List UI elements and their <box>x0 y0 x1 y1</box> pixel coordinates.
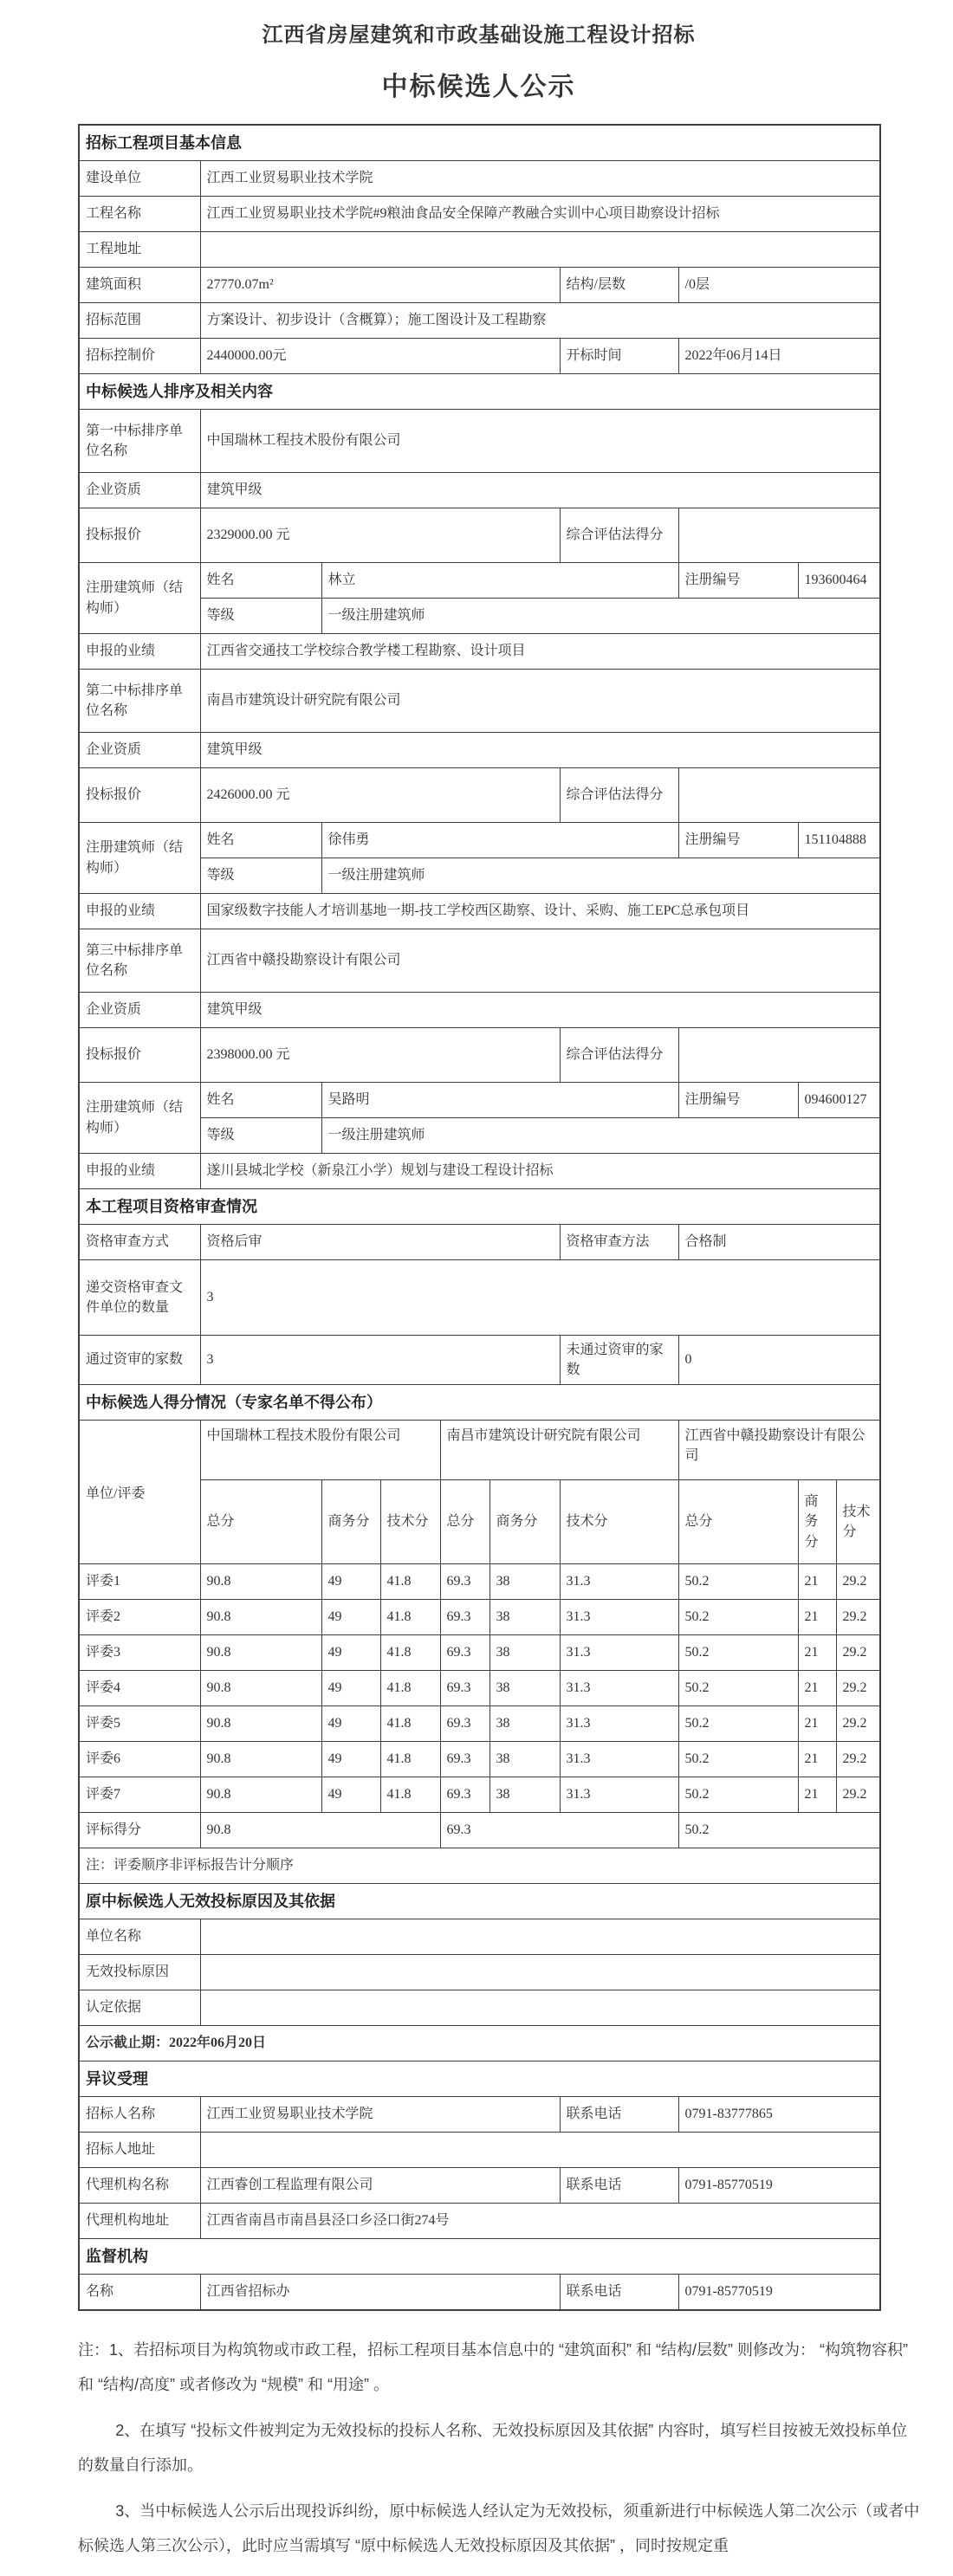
candidate3-architect-name: 吴路明 <box>321 1083 678 1118</box>
section-supervision: 监督机构 <box>79 2239 880 2275</box>
tenderer-name-value: 江西工业贸易职业技术学院 <box>200 2097 560 2133</box>
score-value: 90.8 <box>200 1706 321 1742</box>
passed-count-value: 3 <box>200 1336 560 1385</box>
section-ranking: 中标候选人排序及相关内容 <box>79 374 880 410</box>
score-value: 31.3 <box>560 1671 678 1706</box>
score-header-total-1: 总分 <box>200 1480 321 1564</box>
score-value: 69.3 <box>440 1742 489 1777</box>
submitted-count-label: 递交资格审查文件单位的数量 <box>79 1260 200 1336</box>
score-value: 49 <box>321 1564 380 1600</box>
candidate2-architect-label: 注册建筑师（结构师） <box>79 823 200 894</box>
score-value: 49 <box>321 1635 380 1671</box>
score-value: 90.8 <box>200 1635 321 1671</box>
score-header-business-3: 商务分 <box>798 1480 836 1564</box>
score-header-technical-2: 技术分 <box>560 1480 678 1564</box>
section-qualification-review: 本工程项目资格审查情况 <box>79 1189 880 1225</box>
score-corner-label: 单位/评委 <box>79 1421 200 1564</box>
score-value: 38 <box>489 1706 560 1742</box>
score-value: 69.3 <box>440 1600 489 1635</box>
candidate1-bid: 2329000.00 元 <box>200 508 560 563</box>
candidate1-eval-score <box>678 508 880 563</box>
score-value: 38 <box>489 1564 560 1600</box>
score-header-business-2: 商务分 <box>489 1480 560 1564</box>
score-value: 50.2 <box>678 1600 798 1635</box>
agency-address-value: 江西省南昌市南昌县泾口乡泾口街274号 <box>200 2204 880 2239</box>
score-value: 29.2 <box>836 1777 880 1813</box>
judge-label: 评委7 <box>79 1777 200 1813</box>
score-value: 29.2 <box>836 1742 880 1777</box>
candidate3-level-label: 等级 <box>200 1118 321 1154</box>
candidate2-level-label: 等级 <box>200 858 321 894</box>
candidate1-level-label: 等级 <box>200 599 321 634</box>
candidate2-architect-name: 徐伟勇 <box>321 823 678 858</box>
submitted-count-value: 3 <box>200 1260 880 1336</box>
candidate2-level: 一级注册建筑师 <box>321 858 880 894</box>
score-value: 21 <box>798 1777 836 1813</box>
candidate1-eval-score-label: 综合评估法得分 <box>560 508 678 563</box>
invalid-unit-value <box>200 1919 880 1955</box>
candidate1-achievement-label: 申报的业绩 <box>79 634 200 670</box>
review-method-label: 资格审查方式 <box>79 1225 200 1260</box>
candidate1-architect-label: 注册建筑师（结构师） <box>79 563 200 634</box>
score-row <box>79 1706 880 1742</box>
candidate3-qualification-label: 企业资质 <box>79 993 200 1028</box>
judge-label: 评委5 <box>79 1706 200 1742</box>
score-value: 49 <box>321 1600 380 1635</box>
score-value: 41.8 <box>380 1671 440 1706</box>
score-value: 38 <box>489 1777 560 1813</box>
project-address-value <box>200 232 880 268</box>
section-invalid-bid: 原中标候选人无效投标原因及其依据 <box>79 1884 880 1919</box>
score-value: 31.3 <box>560 1742 678 1777</box>
score-header-total-2: 总分 <box>440 1480 489 1564</box>
candidate3-reg-no-label: 注册编号 <box>678 1083 798 1118</box>
invalid-reason-value <box>200 1955 880 1990</box>
score-value: 41.8 <box>380 1777 440 1813</box>
candidate1-reg-no-label: 注册编号 <box>678 563 798 599</box>
candidate3-architect-label: 注册建筑师（结构师） <box>79 1083 200 1154</box>
score-value: 21 <box>798 1742 836 1777</box>
candidate2-rank-label: 第二中标排序单位名称 <box>79 670 200 733</box>
score-value: 29.2 <box>836 1671 880 1706</box>
supervision-name-label: 名称 <box>79 2275 200 2311</box>
candidate2-name: 南昌市建筑设计研究院有限公司 <box>200 670 880 733</box>
final-score-company-3: 50.2 <box>678 1813 880 1848</box>
passed-count-label: 通过资审的家数 <box>79 1336 200 1385</box>
tender-scope-value: 方案设计、初步设计（含概算）；施工图设计及工程勘察 <box>200 303 880 339</box>
agency-phone-value: 0791-85770519 <box>678 2168 880 2204</box>
invalid-basis-label: 认定依据 <box>79 1990 200 2026</box>
score-value: 31.3 <box>560 1706 678 1742</box>
score-header-total-3: 总分 <box>678 1480 798 1564</box>
candidate3-rank-label: 第三中标排序单位名称 <box>79 929 200 993</box>
candidate3-bid-label: 投标报价 <box>79 1028 200 1083</box>
agency-name-label: 代理机构名称 <box>79 2168 200 2204</box>
score-value: 50.2 <box>678 1635 798 1671</box>
score-row <box>79 1635 880 1671</box>
judge-label: 评委3 <box>79 1635 200 1671</box>
footnote-2: 2、在填写 “投标文件被判定为无效投标的投标人名称、无效投标原因及其依据” 内容时，填写栏目按被无效投标单位的数量自行添加。 <box>78 2422 908 2474</box>
candidate2-bid: 2426000.00 元 <box>200 768 560 823</box>
supervision-phone-value: 0791-85770519 <box>678 2275 880 2311</box>
agency-name-value: 江西睿创工程监理有限公司 <box>200 2168 560 2204</box>
score-note: 注：评委顺序非评标报告计分顺序 <box>79 1848 880 1884</box>
score-value: 41.8 <box>380 1600 440 1635</box>
agency-address-label: 代理机构地址 <box>79 2204 200 2239</box>
page-subtitle: 中标候选人公示 <box>381 73 576 101</box>
score-header-business-1: 商务分 <box>321 1480 380 1564</box>
judge-label: 评委4 <box>79 1671 200 1706</box>
score-value: 50.2 <box>678 1564 798 1600</box>
score-value: 41.8 <box>380 1706 440 1742</box>
candidate1-name: 中国瑞林工程技术股份有限公司 <box>200 410 880 473</box>
candidate1-achievement: 江西省交通技工学校综合教学楼工程勘察、设计项目 <box>200 634 880 670</box>
score-row <box>79 1777 880 1813</box>
score-value: 38 <box>489 1742 560 1777</box>
tenderer-phone-value: 0791-83777865 <box>678 2097 880 2133</box>
section-scores: 中标候选人得分情况（专家名单不得公布） <box>79 1385 880 1421</box>
candidate3-eval-score-label: 综合评估法得分 <box>560 1028 678 1083</box>
score-company-3: 江西省中赣投勘察设计有限公司 <box>678 1421 880 1480</box>
tender-scope-label: 招标范围 <box>79 303 200 339</box>
score-value: 49 <box>321 1742 380 1777</box>
candidate3-bid: 2398000.00 元 <box>200 1028 560 1083</box>
score-row <box>79 1742 880 1777</box>
tenderer-address-label: 招标人地址 <box>79 2133 200 2168</box>
footnote-1: 注：1、若招标项目为构筑物或市政工程，招标工程项目基本信息中的 “建筑面积” 和 “结构/层数” 则修改为： “构筑物容积” 和 “结构/高度” 或者修改为 “规模” 和 “用途” 。 <box>78 2341 908 2393</box>
candidate3-qualification: 建筑甲级 <box>200 993 880 1028</box>
candidate2-architect-name-label: 姓名 <box>200 823 321 858</box>
final-score-label: 评标得分 <box>79 1813 200 1848</box>
score-value: 90.8 <box>200 1600 321 1635</box>
candidate2-eval-score <box>678 768 880 823</box>
candidate2-bid-label: 投标报价 <box>79 768 200 823</box>
candidate1-rank-label: 第一中标排序单位名称 <box>79 410 200 473</box>
announcement-table <box>78 124 881 2311</box>
score-value: 69.3 <box>440 1671 489 1706</box>
score-row <box>79 1671 880 1706</box>
score-value: 50.2 <box>678 1777 798 1813</box>
failed-count-value: 0 <box>678 1336 880 1385</box>
candidate1-architect-name-label: 姓名 <box>200 563 321 599</box>
score-value: 49 <box>321 1671 380 1706</box>
score-header-technical-1: 技术分 <box>380 1480 440 1564</box>
score-value: 21 <box>798 1706 836 1742</box>
score-value: 50.2 <box>678 1706 798 1742</box>
supervision-phone-label: 联系电话 <box>560 2275 678 2311</box>
candidate3-eval-score <box>678 1028 880 1083</box>
score-value: 38 <box>489 1671 560 1706</box>
project-name-value: 江西工业贸易职业技术学院#9粮油食品安全保障产教融合实训中心项目勘察设计招标 <box>200 197 880 232</box>
control-price-value: 2440000.00元 <box>200 339 560 374</box>
candidate1-bid-label: 投标报价 <box>79 508 200 563</box>
review-approach-label: 资格审查方法 <box>560 1225 678 1260</box>
score-value: 50.2 <box>678 1671 798 1706</box>
project-address-label: 工程地址 <box>79 232 200 268</box>
structure-floors-label: 结构/层数 <box>560 268 678 303</box>
invalid-basis-value <box>200 1990 880 2026</box>
failed-count-label: 未通过资审的家数 <box>560 1336 678 1385</box>
supervision-name-value: 江西省招标办 <box>200 2275 560 2311</box>
judge-label: 评委6 <box>79 1742 200 1777</box>
candidate1-architect-name: 林立 <box>321 563 678 599</box>
score-value: 31.3 <box>560 1564 678 1600</box>
score-value: 90.8 <box>200 1671 321 1706</box>
candidate3-architect-name-label: 姓名 <box>200 1083 321 1118</box>
score-header-technical-3: 技术分 <box>836 1480 880 1564</box>
opening-time-value: 2022年06月14日 <box>678 339 880 374</box>
candidate2-achievement-label: 申报的业绩 <box>79 894 200 929</box>
review-method-value: 资格后审 <box>200 1225 560 1260</box>
score-value: 41.8 <box>380 1742 440 1777</box>
review-approach-value: 合格制 <box>678 1225 880 1260</box>
score-value: 29.2 <box>836 1635 880 1671</box>
candidate3-reg-no: 094600127 <box>798 1083 880 1118</box>
judge-label: 评委2 <box>79 1600 200 1635</box>
score-value: 41.8 <box>380 1635 440 1671</box>
final-score-company-1: 90.8 <box>200 1813 440 1848</box>
candidate3-level: 一级注册建筑师 <box>321 1118 880 1154</box>
building-area-value: 27770.07m² <box>200 268 560 303</box>
score-value: 90.8 <box>200 1564 321 1600</box>
candidate1-level: 一级注册建筑师 <box>321 599 880 634</box>
section-objection: 异议受理 <box>79 2061 880 2097</box>
tenderer-phone-label: 联系电话 <box>560 2097 678 2133</box>
candidate2-qualification-label: 企业资质 <box>79 733 200 768</box>
candidate2-achievement: 国家级数字技能人才培训基地一期-技工学校西区勘察、设计、采购、施工EPC总承包项目 <box>200 894 880 929</box>
footnote-3: 3、当中标候选人公示后出现投诉纠纷，原中标候选人经认定为无效投标，须重新进行中标候选人第二次公示（或者中标候选人第三次公示），此时应当需填写 “原中标候选人无效投标原因及其依据” ，同时按规定重 <box>78 2502 920 2554</box>
score-value: 38 <box>489 1600 560 1635</box>
score-value: 41.8 <box>380 1564 440 1600</box>
final-score-company-2: 69.3 <box>440 1813 678 1848</box>
invalid-unit-label: 单位名称 <box>79 1919 200 1955</box>
score-row <box>79 1564 880 1600</box>
score-value: 50.2 <box>678 1742 798 1777</box>
score-value: 90.8 <box>200 1777 321 1813</box>
candidate1-qualification: 建筑甲级 <box>200 473 880 508</box>
score-value: 31.3 <box>560 1777 678 1813</box>
score-row <box>79 1600 880 1635</box>
owner-label: 建设单位 <box>79 161 200 197</box>
tenderer-address-value <box>200 2133 880 2168</box>
candidate1-reg-no: 193600464 <box>798 563 880 599</box>
candidate3-name: 江西省中赣投勘察设计有限公司 <box>200 929 880 993</box>
score-value: 90.8 <box>200 1742 321 1777</box>
score-value: 69.3 <box>440 1635 489 1671</box>
score-value: 21 <box>798 1564 836 1600</box>
score-value: 29.2 <box>836 1600 880 1635</box>
page-title: 江西省房屋建筑和市政基础设施工程设计招标 <box>262 24 696 47</box>
score-value: 29.2 <box>836 1706 880 1742</box>
candidate2-eval-score-label: 综合评估法得分 <box>560 768 678 823</box>
tenderer-name-label: 招标人名称 <box>79 2097 200 2133</box>
candidate2-reg-no-label: 注册编号 <box>678 823 798 858</box>
owner-value: 江西工业贸易职业技术学院 <box>200 161 880 197</box>
structure-floors-value: /0层 <box>678 268 880 303</box>
footnotes <box>78 2333 923 2564</box>
score-company-1: 中国瑞林工程技术股份有限公司 <box>200 1421 440 1480</box>
building-area-label: 建筑面积 <box>79 268 200 303</box>
judge-label: 评委1 <box>79 1564 200 1600</box>
section-basic-info: 招标工程项目基本信息 <box>79 125 880 161</box>
opening-time-label: 开标时间 <box>560 339 678 374</box>
score-value: 31.3 <box>560 1600 678 1635</box>
score-rows <box>79 1564 880 1813</box>
invalid-reason-label: 无效投标原因 <box>79 1955 200 1990</box>
publicity-deadline: 公示截止期：2022年06月20日 <box>79 2026 880 2061</box>
agency-phone-label: 联系电话 <box>560 2168 678 2204</box>
score-value: 29.2 <box>836 1564 880 1600</box>
candidate3-achievement-label: 申报的业绩 <box>79 1154 200 1189</box>
score-value: 49 <box>321 1706 380 1742</box>
score-value: 69.3 <box>440 1564 489 1600</box>
score-value: 31.3 <box>560 1635 678 1671</box>
score-value: 21 <box>798 1671 836 1706</box>
control-price-label: 招标控制价 <box>79 339 200 374</box>
score-value: 69.3 <box>440 1706 489 1742</box>
candidate1-qualification-label: 企业资质 <box>79 473 200 508</box>
candidate2-qualification: 建筑甲级 <box>200 733 880 768</box>
score-value: 38 <box>489 1635 560 1671</box>
candidate3-achievement: 遂川县城北学校（新泉江小学）规划与建设工程设计招标 <box>200 1154 880 1189</box>
candidate2-reg-no: 151104888 <box>798 823 880 858</box>
score-value: 21 <box>798 1635 836 1671</box>
score-value: 49 <box>321 1777 380 1813</box>
title-block <box>78 17 879 103</box>
score-value: 69.3 <box>440 1777 489 1813</box>
score-company-2: 南昌市建筑设计研究院有限公司 <box>440 1421 678 1480</box>
score-value: 21 <box>798 1600 836 1635</box>
project-name-label: 工程名称 <box>79 197 200 232</box>
